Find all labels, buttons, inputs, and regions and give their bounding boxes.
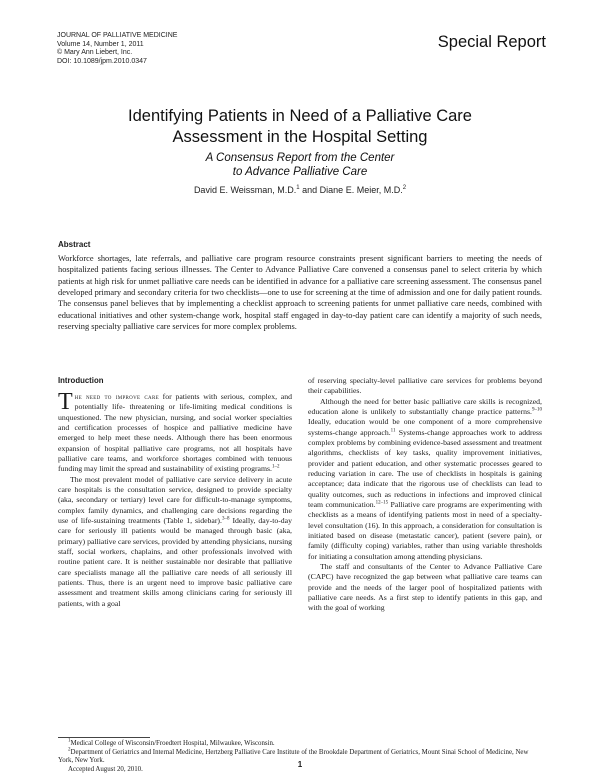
paragraph-text: Ideally, education would be one component of a more comprehensive systems-change approach.	[308, 417, 542, 437]
article-subtitle	[0, 151, 600, 179]
author-2-affiliation: 2	[402, 185, 407, 191]
paragraph-text: Although the need for better basic palliative care skills is recognized, education alone is unlikely to substantially change practice patterns.	[308, 396, 542, 416]
journal-volume: Volume 14, Number 1, 2011	[57, 40, 144, 48]
page-number: 1	[297, 760, 303, 769]
footnote-1	[58, 740, 542, 749]
footnote-text: Department of Geriatrics and Internal Medicine, Hertzberg Palliative Care Institute of the Brookdale Department of Geriatrics, Mount Sinai School of Medicine, New York, New York.	[58, 748, 529, 764]
article-title	[0, 106, 600, 148]
right-column	[308, 376, 542, 614]
accepted-date: Accepted August 20, 2010.	[68, 765, 143, 773]
citation: 9–10	[532, 407, 542, 413]
left-column	[58, 389, 293, 609]
intro-paragraph-3	[308, 397, 542, 562]
abstract-heading: Abstract	[58, 240, 91, 249]
citation: 12–15	[375, 500, 389, 506]
footnote-marker: 2	[68, 747, 71, 753]
abstract-body: Workforce shortages, late referrals, and palliative care program resource constraints present significant barriers to meeting the needs of hospitalized patients facing serious illnesses. The Center to Advance Palliative Care convened a consensus panel to select criteria by which patients at high risk for unmet palliative care needs can be identified in advance for a palliative care screening assessment. The consensus panel developed primary and secondary criteria for two checklists—one to use for screening at the time of admission and one for daily patient rounds. The consensus panel believes that by implementing a checklist approach to screening patients for unmet palliative care needs, combined with educational initiatives and other system-change work, hospital staff engaged in day-to-day patient care can identify a majority of such needs, reserving specialty palliative care services for more complex problems.	[58, 254, 542, 332]
paragraph-text: Systems-change approaches work to address complex problems by combining evidence-based assessment and treatment algorithms, checklists of key tasks, quality improvement initiatives, provider and patient education, and other systematic processes geared to reducing variation in care. The use of checklists in hospitals is gaining acceptance; data indicate that the rigorous use of checklists can lead to quality outcomes, such as reductions in infections and improved clinical team communication.	[308, 427, 542, 509]
report-type-label: Special Report	[437, 33, 546, 51]
citation: 11	[390, 428, 396, 434]
author-2: Diane E. Meier, M.D.	[319, 185, 403, 195]
citation: 3–8	[221, 516, 230, 522]
introduction-heading: Introduction	[58, 376, 104, 385]
paragraph-text: Ideally, day-to-day care for seriously ill patients would be managed through basic (aka, primary) palliative care services, provided by attending physicians, nursing staff, social workers, chaplains, and other professionals involved with routine patient care. It is neither sustainable nor desirable that palliative care specialists manage all the palliative care needs of all seriously ill patients. Thus, there is an urgent need to improve basic palliative care assessment and treatment skills among clinicians caring for seriously ill patients, with a goal	[58, 515, 293, 608]
paragraph-text: for patients with serious, complex, and potentially life- threatening or life-limiting medical conditions is unquestioned. The new physician, nursing, and social worker specialties and certification processes of hospice and palliative medicine have emerged to help meet these needs. Although there has been enormous expansion of hospital palliative care programs, not all hospitals have palliative care teams, and workforce shortages combined with tenuous funding may limit the spread and sustainability of existing programs.	[58, 392, 292, 474]
footnote-marker: 1	[68, 738, 71, 744]
subtitle-line-1: A Consensus Report from the Center	[205, 152, 395, 164]
paragraph-text: Palliative care programs are experimenting with checklists as a means of identifying patients most in need of a specialty-level consultation (16). In this approach, a consideration for consultation is initiated based on disease (metastatic cancer), patient (severe pain), or family (difficulty coping) variables, rather than using variable thresholds for initiating a consultation among attending physicians.	[308, 499, 542, 561]
author-1: David E. Weissman, M.D.	[193, 185, 297, 195]
author-list	[0, 185, 600, 195]
title-line-2: Assessment in the Hospital Setting	[172, 128, 428, 146]
footnote-divider	[58, 737, 150, 738]
title-line-1: Identifying Patients in Need of a Palliative Care	[128, 107, 472, 125]
drop-cap: T	[58, 389, 73, 415]
intro-paragraph-2	[58, 475, 292, 609]
footnote-text: Medical College of Wisconsin/Froedtert Hospital, Milwaukee, Wisconsin.	[70, 740, 275, 747]
intro-paragraph-continued: of reserving specialty-level palliative care services for problems beyond their capabilities.	[308, 376, 542, 396]
subtitle-line-2: to Advance Palliative Care	[232, 166, 368, 178]
author-conjunction: and	[299, 185, 320, 195]
journal-copyright: © Mary Ann Liebert, Inc.	[57, 49, 133, 57]
paragraph-text: The most prevalent model of palliative care service delivery in acute care hospitals is the consultation service, designed to provide specialty (aka, secondary or tertiary) level care for difficult-to-manage symptoms, complex family dynamics, and challenging care decisions regarding the use of life-sustaining treatments (Table 1, sidebar).	[58, 474, 292, 525]
journal-doi: DOI: 10.1089/jpm.2010.0347	[57, 57, 147, 65]
journal-info	[57, 32, 177, 66]
intro-paragraph-4: The staff and consultants of the Center to Advance Palliative Care (CAPC) have recognized the gap between what palliative care teams can provide and the needs of the larger pool of hospitalized patients with palliative care needs. As a first step to identify patients in this gap, and with the goal of working	[308, 561, 542, 613]
intro-paragraph-1	[58, 389, 292, 475]
author-1-affiliation: 1	[296, 185, 300, 191]
lead-in-smallcaps: he need to improve care	[74, 392, 159, 401]
citation: 1–2	[271, 464, 280, 470]
journal-name: JOURNAL OF PALLIATIVE MEDICINE	[57, 32, 178, 39]
